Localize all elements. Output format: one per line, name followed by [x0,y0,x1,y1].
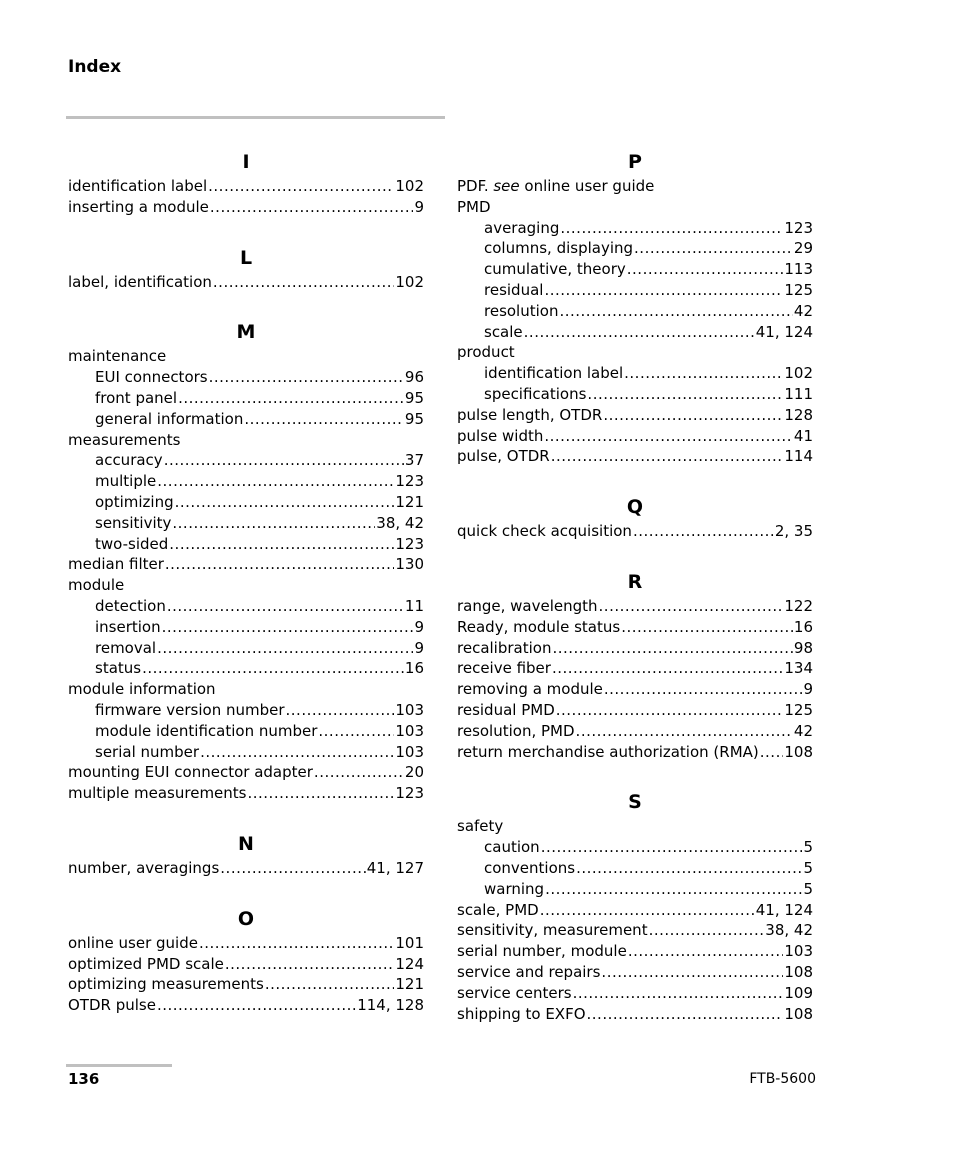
index-subentry [68,638,424,659]
dot-leader [573,983,784,1004]
section-letter: L [239,246,253,269]
index-subentry [457,238,813,259]
entry-term: product [457,343,515,362]
index-entry [457,941,813,962]
index-subentry [68,700,424,721]
entry-pages: 108 [784,742,813,761]
entry-term: shipping to EXFO [457,1004,586,1023]
index-subentry [457,879,813,900]
dot-leader [157,995,356,1016]
entry-term: module [68,576,125,595]
index-subentry [457,363,813,384]
dot-leader [286,700,395,721]
index-entry [68,995,424,1016]
entry-term-text: PDF. [457,177,494,195]
entry-pages: 122 [784,596,813,615]
dot-leader [199,933,394,954]
entry-term: residual PMD [457,700,555,719]
entry-term: multiple [95,472,157,491]
page-header-title: Index [68,57,122,77]
index-entry [68,176,424,197]
index-entry [457,521,813,542]
entry-pages: 103 [395,700,424,719]
entry-pages: 11 [404,596,424,615]
entry-pages: 103 [395,742,424,761]
index-section-r [457,568,813,762]
entry-term: number, averagings [68,858,220,877]
index-entry [457,1004,813,1025]
entry-term: module identification number [95,721,318,740]
header-divider [66,116,445,119]
entry-pages: 37 [404,451,424,470]
dot-leader [551,446,784,467]
dot-leader [545,879,802,900]
entry-term: quick check acquisition [457,522,632,541]
entry-term: insertion [95,617,161,636]
entry-pages: 41, 127 [366,858,424,877]
entry-pages: 103 [784,942,813,961]
entry-term: two-sided [95,534,169,553]
index-subentry [457,858,813,879]
dot-leader [524,322,755,343]
dot-leader [164,450,404,471]
footer-page-number: 136 [68,1070,100,1088]
entry-pages: 41, 124 [755,322,813,341]
dot-leader [314,762,404,783]
dot-leader [213,272,394,293]
entry-term: detection [95,596,166,615]
dot-leader [208,176,394,197]
index-subentry [457,301,813,322]
dot-leader [157,638,413,659]
index-section-m [68,318,424,804]
entry-term: scale, PMD [457,900,539,919]
entry-pages: 124 [395,954,424,973]
index-section-o [68,905,424,1016]
index-subentry [68,742,424,763]
dot-leader [556,700,784,721]
entry-pages: 123 [395,472,424,491]
dot-leader [576,858,802,879]
entry-pages: 5 [803,838,813,857]
dot-leader [167,596,404,617]
index-entry [457,638,813,659]
entry-term: EUI connectors [95,368,208,387]
index-column-right [457,148,813,1050]
entry-pages: 102 [395,177,424,195]
entry-term: sensitivity, measurement [457,921,648,940]
entry-term-text: online user guide [519,177,655,195]
entry-pages: 109 [784,983,813,1002]
entry-term: pulse, OTDR [457,447,550,466]
entry-pages: 42 [793,721,813,740]
entry-term: general information [95,409,244,428]
index-subentry [68,450,424,471]
entry-term: receive fiber [457,659,551,678]
entry-pages: 121 [395,492,424,511]
index-entry [457,342,813,363]
index-entry [68,933,424,954]
entry-term: pulse width [457,426,544,445]
index-entry [68,974,424,995]
section-letter: M [236,321,256,344]
entry-term: residual [484,280,544,299]
dot-leader [603,405,783,426]
entry-pages: 101 [395,933,424,952]
index-subentry [68,658,424,679]
index-section-n [68,830,424,879]
index-entry [457,596,813,617]
dot-leader [601,962,783,983]
dot-leader [627,259,784,280]
entry-term: optimizing [95,492,174,511]
index-entry [457,197,813,218]
entry-term: mounting EUI connector adapter [68,763,313,782]
dot-leader [587,1004,784,1025]
entry-term: service and repairs [457,962,601,981]
section-letter: S [628,791,642,814]
dot-leader [175,492,395,513]
index-subentry [68,534,424,555]
entry-pages: 113 [784,260,813,279]
index-subentry [68,409,424,430]
entry-pages: 9 [414,197,424,216]
entry-term: online user guide [68,933,198,952]
entry-term: optimized PMD scale [68,954,224,973]
entry-term: conventions [484,858,576,877]
entry-term: multiple measurements [68,784,247,803]
entry-pages: 121 [395,975,424,994]
entry-term: front panel [95,388,178,407]
entry-pages: 130 [395,555,424,574]
index-subentry [68,617,424,638]
dot-leader [621,617,793,638]
dot-leader [210,197,414,218]
dot-leader [169,534,394,555]
entry-pages: 123 [395,784,424,803]
index-section-q [457,493,813,542]
entry-pages: 114 [784,447,813,466]
index-subentry [68,721,424,742]
index-column-left [68,148,424,1042]
dot-leader [200,742,394,763]
index-entry [457,962,813,983]
dot-leader [760,742,784,763]
entry-term: cumulative, theory [484,260,626,279]
section-letter: R [627,570,643,593]
index-subentry [457,218,813,239]
see-reference: see [493,177,520,195]
entry-term: median filter [68,555,164,574]
dot-leader [162,617,414,638]
index-entry [457,983,813,1004]
section-letter: N [238,832,254,855]
dot-leader [560,218,783,239]
dot-leader [552,658,783,679]
entry-term: averaging [484,218,560,237]
entry-pages: 125 [784,700,813,719]
dot-leader [540,900,755,921]
entry-term: serial number, module [457,942,627,961]
index-section-p [457,148,813,467]
entry-pages: 102 [784,364,813,383]
dot-leader [587,384,783,405]
entry-pages: 123 [784,218,813,237]
index-subentry [68,471,424,492]
entry-pages: 9 [414,617,424,636]
entry-term: sensitivity [95,513,172,532]
index-subentry [68,513,424,534]
entry-pages: 128 [784,405,813,424]
entry-pages: 134 [784,659,813,678]
index-entry [68,575,424,596]
entry-term: OTDR pulse [68,996,156,1015]
entry-term: inserting a module [68,197,209,216]
index-subentry [457,384,813,405]
entry-pages: 16 [404,659,424,678]
index-entry [68,783,424,804]
dot-leader [142,658,404,679]
entry-pages: 95 [404,409,424,428]
index-subentry [68,367,424,388]
dot-leader [559,301,792,322]
dot-leader [225,954,394,975]
dot-leader [172,513,375,534]
index-entry [457,405,813,426]
dot-leader [599,596,784,617]
index-entry [68,197,424,218]
index-subentry [457,259,813,280]
entry-pages: 98 [793,638,813,657]
entry-pages: 111 [784,384,813,403]
index-subentry [68,492,424,513]
entry-term: measurements [68,430,181,449]
entry-term: identification label [68,177,208,195]
dot-leader [544,426,793,447]
entry-pages: 29 [793,239,813,258]
entry-term: maintenance [68,347,167,366]
index-entry [457,658,813,679]
entry-term: label, identification [68,272,212,291]
dot-leader [541,837,803,858]
entry-term: range, wavelength [457,596,598,615]
entry-pages: 108 [784,1004,813,1023]
index-subentry [68,596,424,617]
index-section-i [68,148,424,218]
dot-leader [165,554,394,575]
entry-term: removing a module [457,680,603,699]
entry-pages: 95 [404,388,424,407]
entry-term: resolution [484,301,559,320]
entry-pages: 125 [784,280,813,299]
footer-divider [66,1064,172,1067]
dot-leader [209,367,404,388]
entry-pages: 103 [395,721,424,740]
index-section-s [457,788,813,1024]
index-entry [68,954,424,975]
index-section-l [68,244,424,293]
entry-term: removal [95,638,157,657]
entry-term: warning [484,879,545,898]
entry-term: caution [484,838,540,857]
entry-pages: 20 [404,763,424,782]
entry-pages: 96 [404,368,424,387]
index-entry [457,446,813,467]
index-entry [457,721,813,742]
entry-term: serial number [95,742,200,761]
dot-leader [624,363,783,384]
entry-pages: 102 [395,272,424,291]
dot-leader [157,471,394,492]
entry-pages: 42 [793,301,813,320]
entry-pages: 38, 42 [376,513,424,532]
dot-leader [220,858,365,879]
index-entry [457,742,813,763]
section-letter: I [242,151,250,173]
index-entry [68,679,424,700]
entry-term: safety [457,817,504,836]
entry-pages: 38, 42 [765,921,813,940]
entry-term: columns, displaying [484,239,634,258]
index-entry [68,554,424,575]
index-entry [68,430,424,451]
entry-term: scale [484,322,523,341]
index-entry [457,816,813,837]
dot-leader [604,679,803,700]
entry-pages: 16 [793,617,813,636]
entry-term: recalibration [457,638,552,657]
index-subentry [457,837,813,858]
entry-term: specifications [484,384,587,403]
entry-term: resolution, PMD [457,721,575,740]
index-entry [68,346,424,367]
entry-term: identification label [484,364,624,383]
dot-leader [544,280,783,301]
entry-term: optimizing measurements [68,975,264,994]
dot-leader [649,920,765,941]
dot-leader [247,783,394,804]
index-entry [68,858,424,879]
entry-pages: 41, 124 [755,900,813,919]
index-subentry [457,322,813,343]
index-entry [457,900,813,921]
dot-leader [318,721,394,742]
section-letter: Q [626,496,644,519]
dot-leader [634,238,793,259]
index-entry [457,176,813,197]
entry-pages: 123 [395,534,424,553]
dot-leader [633,521,774,542]
index-entry [457,920,813,941]
index-entry [457,426,813,447]
entry-pages: 9 [803,680,813,699]
dot-leader [265,974,395,995]
entry-pages: 2, 35 [774,522,813,541]
index-entry [457,700,813,721]
entry-term: firmware version number [95,700,285,719]
section-letter: O [237,907,255,930]
dot-leader [178,388,404,409]
entry-term: accuracy [95,451,163,470]
entry-term: PMD [457,197,491,216]
entry-pages: 5 [803,858,813,877]
index-entry [457,679,813,700]
entry-pages: 108 [784,962,813,981]
index-subentry [68,388,424,409]
entry-pages: 114, 128 [357,996,424,1015]
entry-term: module information [68,680,216,699]
index-entry [68,272,424,293]
entry-term: return merchandise authorization (RMA) [457,742,759,761]
entry-term: service centers [457,983,572,1002]
dot-leader [244,409,404,430]
entry-pages: 9 [414,638,424,657]
footer-product-name: FTB-5600 [749,1071,816,1087]
index-entry [457,617,813,638]
entry-term: pulse length, OTDR [457,405,603,424]
entry-pages: 5 [803,879,813,898]
entry-term [457,176,654,197]
entry-term: Ready, module status [457,617,621,636]
index-subentry [457,280,813,301]
entry-term: status [95,659,142,678]
dot-leader [552,638,792,659]
entry-pages: 41 [793,426,813,445]
index-entry [68,762,424,783]
dot-leader [628,941,784,962]
section-letter: P [628,151,642,173]
dot-leader [576,721,793,742]
